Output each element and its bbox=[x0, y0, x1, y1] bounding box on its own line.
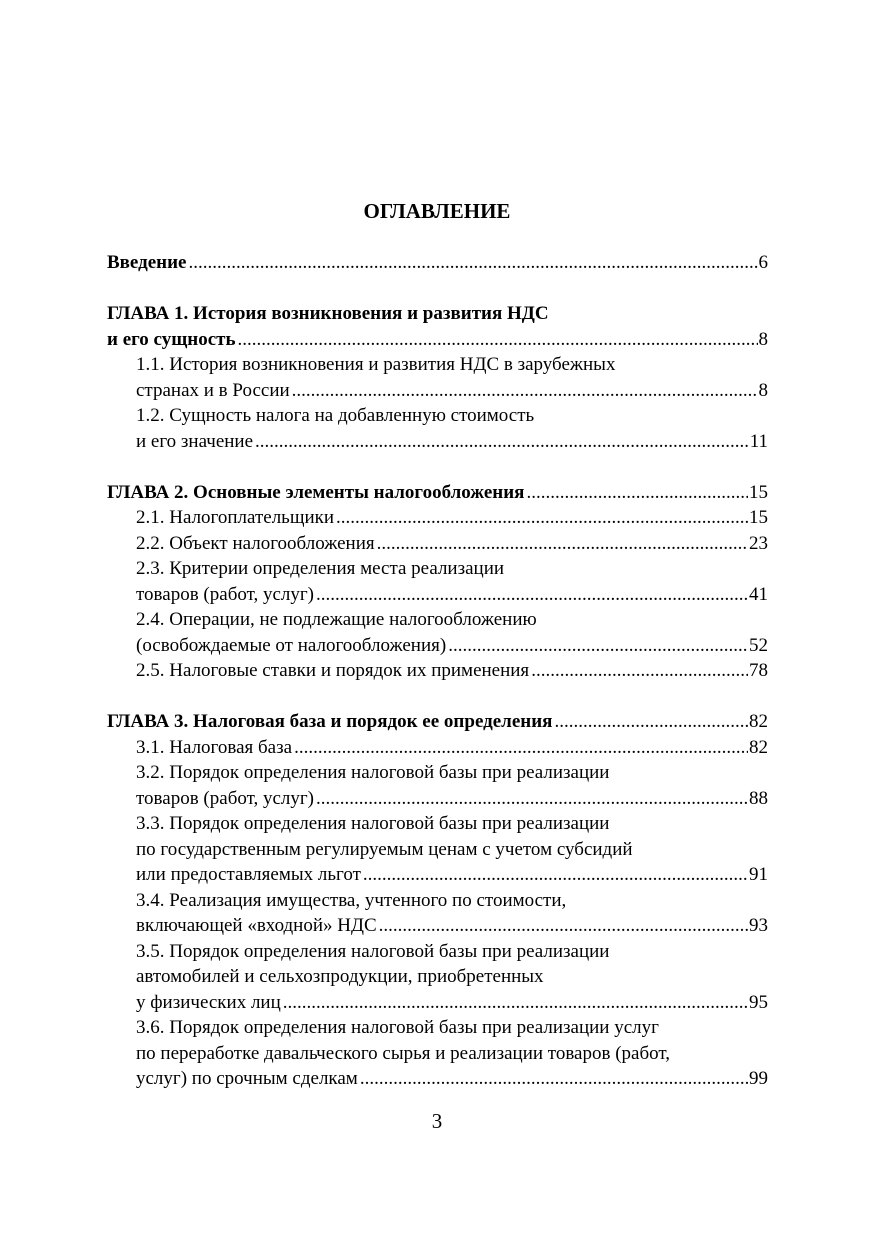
toc-page-number: 6 bbox=[758, 252, 768, 273]
toc-entry-section-3-1[interactable] bbox=[107, 735, 768, 761]
dot-leader bbox=[238, 327, 758, 353]
toc-page-number: 8 bbox=[758, 328, 768, 350]
dot-leader bbox=[294, 735, 748, 761]
dot-leader bbox=[316, 786, 748, 812]
toc-page-number: 52 bbox=[749, 634, 768, 656]
toc-entry-text: ГЛАВА 2. Основные элементы налогообложения bbox=[107, 481, 525, 503]
toc-page-number: 91 bbox=[749, 864, 768, 885]
page-title: ОГЛАВЛЕНИЕ bbox=[363, 199, 511, 223]
toc-entry-chapter-2[interactable] bbox=[107, 480, 768, 506]
toc-entry-section-1-2[interactable] bbox=[107, 403, 768, 454]
toc-entry-text: 3.1. Налоговая база bbox=[136, 736, 293, 758]
dot-leader bbox=[316, 582, 748, 608]
page-number: 3 bbox=[431, 1109, 443, 1133]
dot-leader bbox=[554, 709, 748, 735]
toc-page-number: 41 bbox=[749, 583, 768, 605]
toc-entry-section-2-3[interactable] bbox=[107, 556, 768, 607]
toc-entry-section-2-4[interactable] bbox=[107, 607, 768, 658]
toc-entry-text: по государственным регулируемым ценам с учетом субсидий bbox=[136, 838, 633, 860]
table-of-contents bbox=[107, 250, 768, 1092]
toc-entry-intro[interactable] bbox=[107, 250, 768, 276]
toc-page-number: 82 bbox=[749, 711, 768, 732]
dot-leader bbox=[255, 429, 749, 455]
dot-leader bbox=[283, 990, 748, 1016]
toc-entry-text: 1.2. Сущность налога на добавленную стоимость bbox=[136, 405, 535, 426]
toc-entry-text: услуг) по срочным сделкам bbox=[136, 1068, 358, 1089]
dot-leader bbox=[336, 505, 748, 531]
toc-entry-text: (освобождаемые от налогообложения) bbox=[136, 634, 447, 656]
dot-leader bbox=[363, 862, 748, 888]
toc-entry-section-2-5[interactable] bbox=[107, 658, 768, 684]
dot-leader bbox=[526, 480, 748, 506]
toc-entry-text: 3.4. Реализация имущества, учтенного по стоимости, bbox=[136, 889, 567, 911]
dot-leader bbox=[531, 658, 748, 684]
toc-entry-text: 3.2. Порядок определения налоговой базы при реализации bbox=[136, 762, 610, 783]
toc-entry-text: товаров (работ, услуг) bbox=[136, 583, 315, 605]
toc-entry-text: автомобилей и сельхозпродукции, приобретенных bbox=[136, 966, 544, 987]
toc-entry-text: 1.1. История возникновения и развития НДС в зарубежных bbox=[136, 354, 616, 375]
toc-entry-text: 3.6. Порядок определения налоговой базы при реализации услуг bbox=[136, 1017, 659, 1038]
toc-entry-chapter-1[interactable] bbox=[107, 301, 768, 352]
dot-leader bbox=[377, 531, 748, 557]
toc-entry-text: ГЛАВА 1. История возникновения и развития НДС bbox=[107, 303, 549, 324]
toc-page-number: 8 bbox=[758, 379, 768, 401]
toc-page-number: 82 bbox=[749, 736, 768, 758]
toc-page-number: 15 bbox=[749, 507, 768, 528]
toc-entry-section-3-2[interactable] bbox=[107, 760, 768, 811]
toc-entry-section-3-4[interactable] bbox=[107, 888, 768, 939]
toc-entry-text: или предоставляемых льгот bbox=[136, 864, 361, 885]
toc-entry-section-2-1[interactable] bbox=[107, 505, 768, 531]
toc-page-number: 15 bbox=[749, 481, 768, 503]
toc-entry-text: и его сущность bbox=[107, 328, 236, 350]
toc-entry-text: 3.3. Порядок определения налоговой базы при реализации bbox=[136, 813, 610, 834]
toc-entry-text: включающей «входной» НДС bbox=[136, 915, 377, 936]
dot-leader bbox=[448, 633, 748, 659]
toc-entry-text: 2.2. Объект налогообложения bbox=[136, 532, 375, 554]
toc-page-number: 23 bbox=[749, 532, 768, 554]
toc-entry-text: странах и в России bbox=[136, 379, 290, 401]
toc-entry-section-1-1[interactable] bbox=[107, 352, 768, 403]
toc-page-number: 95 bbox=[749, 991, 768, 1013]
toc-entry-text: ГЛАВА 3. Налоговая база и порядок ее определения bbox=[107, 711, 553, 732]
toc-entry-section-3-5[interactable] bbox=[107, 939, 768, 1016]
dot-leader bbox=[292, 378, 758, 404]
toc-page-number: 93 bbox=[749, 915, 768, 936]
toc-entry-section-2-2[interactable] bbox=[107, 531, 768, 557]
toc-entry-section-3-6[interactable] bbox=[107, 1015, 768, 1092]
toc-entry-text: 3.5. Порядок определения налоговой базы при реализации bbox=[136, 940, 610, 962]
toc-page-number: 99 bbox=[749, 1068, 768, 1089]
toc-page-number: 11 bbox=[749, 430, 768, 452]
toc-entry-text: Введение bbox=[107, 252, 187, 273]
toc-entry-text: 2.3. Критерии определения места реализации bbox=[136, 558, 505, 579]
toc-entry-text: у физических лиц bbox=[136, 991, 281, 1013]
toc-entry-text: и его значение bbox=[136, 430, 254, 452]
dot-leader bbox=[360, 1066, 748, 1092]
toc-entry-chapter-3[interactable] bbox=[107, 709, 768, 735]
toc-entry-text: товаров (работ, услуг) bbox=[136, 787, 315, 809]
toc-entry-text: 2.4. Операции, не подлежащие налогообложению bbox=[136, 609, 537, 630]
dot-leader bbox=[189, 250, 758, 276]
dot-leader bbox=[379, 913, 748, 939]
toc-entry-section-3-3[interactable] bbox=[107, 811, 768, 888]
toc-entry-text: 2.5. Налоговые ставки и порядок их применения bbox=[136, 660, 530, 681]
toc-page-number: 88 bbox=[749, 787, 768, 809]
toc-page-number: 78 bbox=[749, 660, 768, 681]
toc-entry-text: по переработке давальческого сырья и реализации товаров (работ, bbox=[136, 1042, 671, 1064]
toc-entry-text: 2.1. Налогоплательщики bbox=[136, 507, 335, 528]
